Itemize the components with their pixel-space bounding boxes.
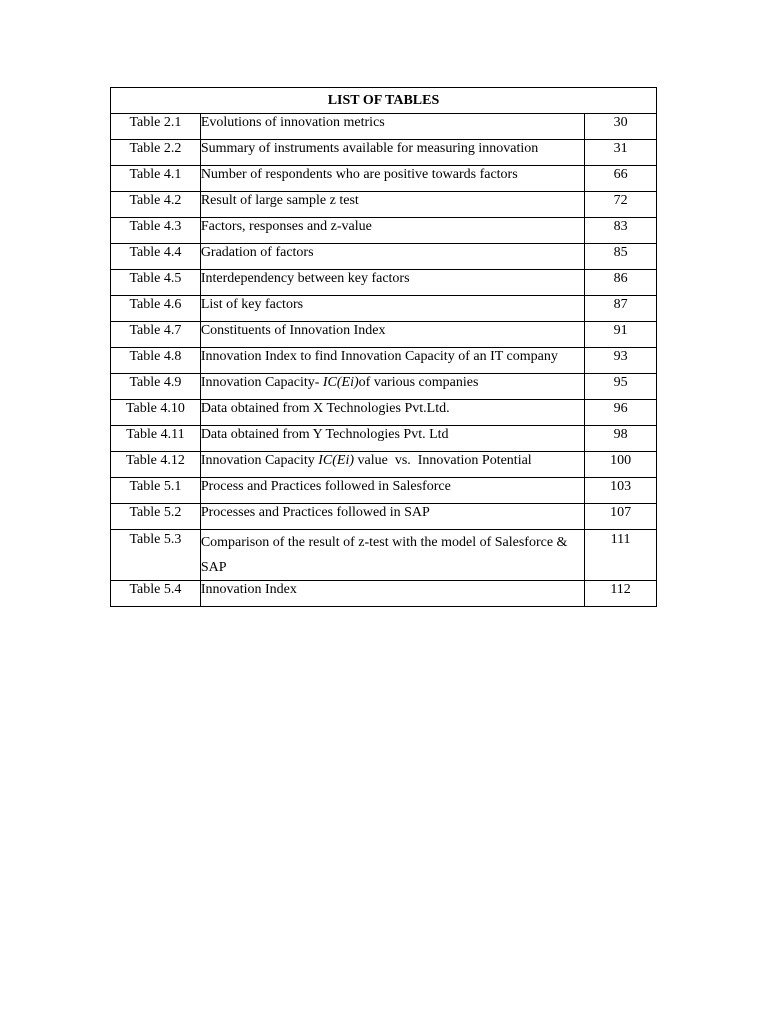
table-row	[111, 452, 657, 478]
table-description: Innovation Index to find Innovation Capacity of an IT company	[200, 348, 584, 374]
table-description: Data obtained from X Technologies Pvt.Ltd.	[200, 400, 584, 426]
table-row	[111, 348, 657, 374]
table-description: Constituents of Innovation Index	[200, 322, 584, 348]
table-description: Interdependency between key factors	[200, 270, 584, 296]
table-row	[111, 504, 657, 530]
page-number: 72	[585, 192, 657, 218]
page-number: 100	[585, 452, 657, 478]
page-number: 98	[585, 426, 657, 452]
table-number: Table 4.4	[111, 244, 201, 270]
table-number: Table 4.9	[111, 374, 201, 400]
page-number: 31	[585, 140, 657, 166]
description-text: of various companies	[358, 375, 479, 390]
table-row	[111, 322, 657, 348]
description-text: Innovation Capacity-	[200, 375, 323, 390]
page-number: 111	[585, 530, 657, 581]
table-row	[111, 581, 657, 607]
table-row	[111, 270, 657, 296]
page-number: 112	[585, 581, 657, 607]
description-italic-text: IC(Ei)	[318, 453, 354, 468]
table-header-row	[111, 88, 657, 114]
table-number: Table 5.3	[111, 530, 201, 581]
list-title: LIST OF TABLES	[111, 88, 657, 114]
page-number: 95	[585, 374, 657, 400]
table-description: Summary of instruments available for measuring innovation	[200, 140, 584, 166]
table-row	[111, 140, 657, 166]
table-number: Table 4.3	[111, 218, 201, 244]
table-number: Table 2.1	[111, 114, 201, 140]
table-row	[111, 114, 657, 140]
table-description	[200, 452, 584, 478]
page-number: 107	[585, 504, 657, 530]
page-number: 86	[585, 270, 657, 296]
description-italic-text: IC(Ei)	[322, 375, 359, 390]
table-description: Process and Practices followed in Salesforce	[200, 478, 584, 504]
table-description: Processes and Practices followed in SAP	[200, 504, 584, 530]
description-text: Innovation Capacity	[200, 453, 319, 468]
table-number: Table 4.1	[111, 166, 201, 192]
list-of-tables	[110, 87, 657, 607]
table-number: Table 5.4	[111, 581, 201, 607]
table-number: Table 4.7	[111, 322, 201, 348]
page-number: 30	[585, 114, 657, 140]
table-number: Table 5.2	[111, 504, 201, 530]
table-row	[111, 296, 657, 322]
table-description	[200, 374, 584, 400]
table-number: Table 4.11	[111, 426, 201, 452]
table-number: Table 4.10	[111, 400, 201, 426]
page-number: 91	[585, 322, 657, 348]
table-row	[111, 530, 657, 581]
table-description: Number of respondents who are positive towards factors	[200, 166, 584, 192]
table-number: Table 2.2	[111, 140, 201, 166]
page-number: 83	[585, 218, 657, 244]
table-description: Factors, responses and z-value	[200, 218, 584, 244]
table-row	[111, 192, 657, 218]
table-number: Table 4.8	[111, 348, 201, 374]
table-description: Evolutions of innovation metrics	[200, 114, 584, 140]
table-row	[111, 166, 657, 192]
table-row	[111, 244, 657, 270]
page-number: 93	[585, 348, 657, 374]
table-number: Table 4.5	[111, 270, 201, 296]
description-text: value vs. Innovation Potential	[354, 453, 532, 468]
table-number: Table 4.6	[111, 296, 201, 322]
table-row	[111, 374, 657, 400]
table-number: Table 4.12	[111, 452, 201, 478]
page-number: 66	[585, 166, 657, 192]
table-description: Data obtained from Y Technologies Pvt. Ltd	[200, 426, 584, 452]
table-row	[111, 478, 657, 504]
page-number: 87	[585, 296, 657, 322]
table-description: Comparison of the result of z-test with the model of Salesforce & SAP	[200, 530, 584, 581]
table-row	[111, 400, 657, 426]
table-description: Innovation Index	[200, 581, 584, 607]
table-number: Table 5.1	[111, 478, 201, 504]
page-number: 96	[585, 400, 657, 426]
table-description: List of key factors	[200, 296, 584, 322]
table-row	[111, 218, 657, 244]
page-number: 85	[585, 244, 657, 270]
table-description: Gradation of factors	[200, 244, 584, 270]
table-row	[111, 426, 657, 452]
table-description: Result of large sample z test	[200, 192, 584, 218]
table-number: Table 4.2	[111, 192, 201, 218]
page-number: 103	[585, 478, 657, 504]
